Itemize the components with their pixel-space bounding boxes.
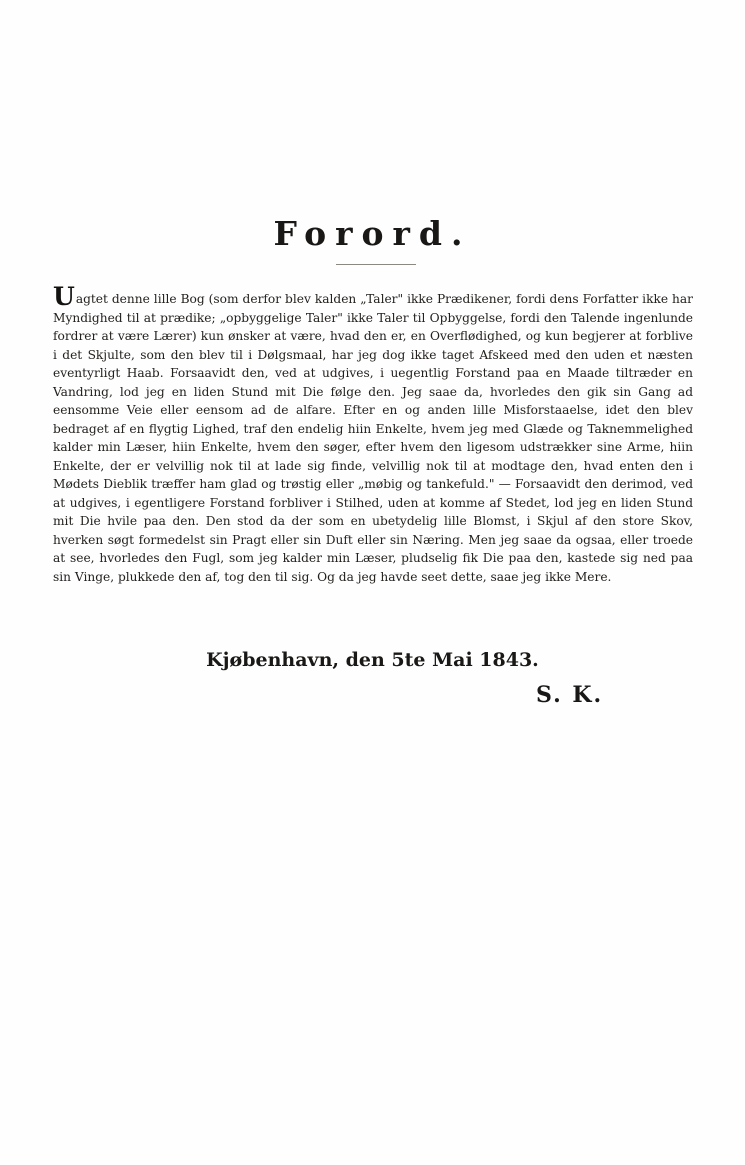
dateline: Kjøbenhavn, den 5te Mai 1843. (206, 649, 539, 671)
page-title: Forord. (273, 214, 472, 253)
drop-cap: U (53, 282, 75, 311)
title-divider (336, 264, 416, 265)
signature: S. K. (536, 682, 604, 708)
preface-text: agtet denne lille Bog (som derfor blev kalden „Taler" ikke Prædikener, fordi dens Forfatter ikke har Myndighed til at prædike; „opbyggelige Taler" ikke Taler til Opbyggelse, fordi den Talende ingenlunde fordrer at være Lærer) kun ønsker at være, hvad den er, en Overflødighed, og kun begjerer at forblive i det Skjulte, som den blev til i Dølgsmaal, har jeg dog ikke taget Afskeed med den uden et næsten eventyrligt Haab. Forsaavidt den, ved at udgives, i uegentlig Forstand paa en Maade tiltræder en Vandring, lod jeg en liden Stund mit Die følge den. Jeg saae da, hvorledes den gik sin Gang ad eensomme Veie eller eensom ad de alfare. Efter en og anden lille Misforstaaelse, idet den blev bedraget af en flygtig Lighed, traf den endelig hiin Enkelte, hvem jeg med Glæde og Taknemmelighed kalder min Læser, hiin Enkelte, hvem den søger, efter hvem den ligesom udstrækker sine Arme, hiin Enkelte, der er velvillig nok til at lade sig finde, velvillig nok til at modtage den, hvad enten den i Mødets Dieblik træffer ham glad og trøstig eller „møbig og tankefuld." — Forsaavidt den derimod, ved at udgives, i egentligere Forstand forbliver i Stilhed, uden at komme af Stedet, lod jeg en liden Stund mit Die hvile paa den. Den stod da der som en ubetydelig lille Blomst, i Skjul af den store Skov, hverken søgt formedelst sin Pragt eller sin Duft eller sin Næring. Men jeg saae da ogsaa, eller troede at see, hvorledes den Fugl, som jeg kalder min Læser, pludselig fik Die paa den, kastede sig ned paa sin Vinge, plukkede den af, tog den til sig. Og da jeg havde seet dette, saae jeg ikke Mere. (53, 292, 693, 584)
preface-body (53, 282, 693, 586)
